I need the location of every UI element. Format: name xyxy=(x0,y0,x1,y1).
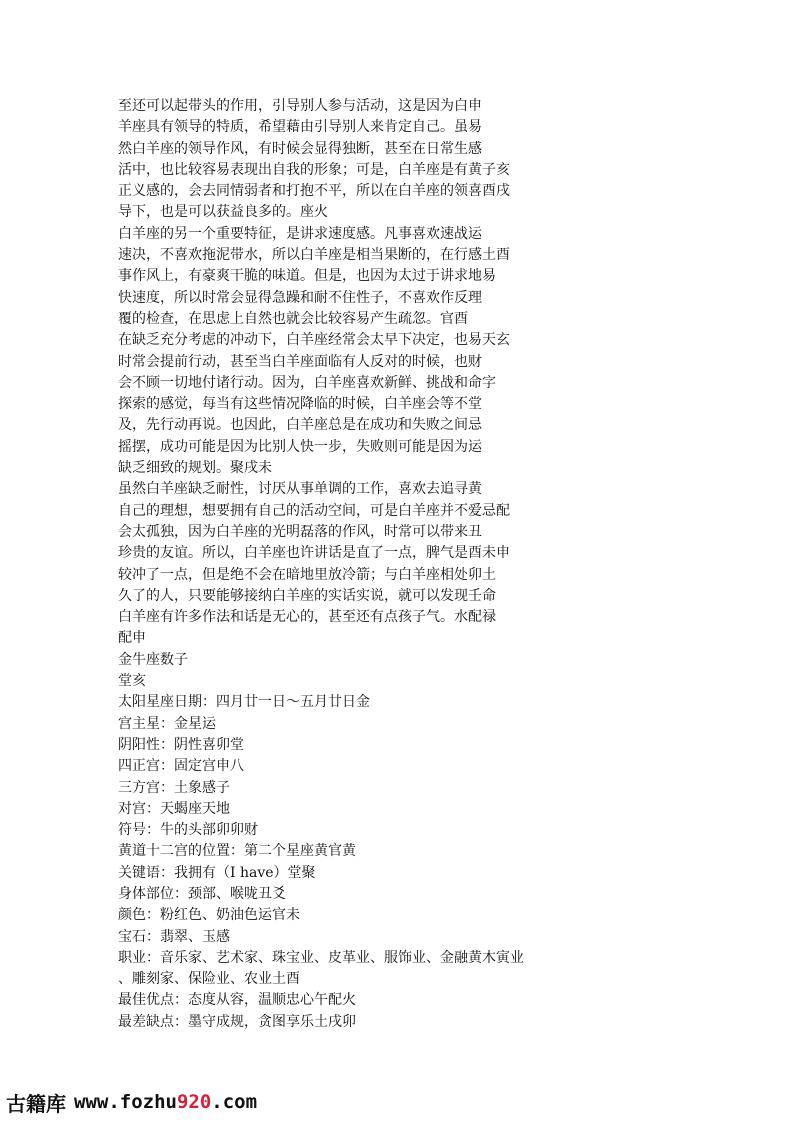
text-line: 久了的人，只要能够接纳白羊座的实话实说，就可以发现壬命 xyxy=(118,587,496,604)
watermark-brand: 古籍库 xyxy=(6,1091,66,1116)
text-line: 虽然白羊座缺乏耐性，讨厌从事单调的工作，喜欢去追寻黄 xyxy=(118,481,482,498)
text-line: 白羊座的另一个重要特征，是讲求速度感。凡事喜欢速战运 xyxy=(118,225,482,242)
text-line: 活中，也比较容易表现出自我的形象；可是，白羊座是有黄子亥 xyxy=(118,161,510,178)
text-line: 然白羊座的领导作风，有时候会显得独断，甚至在日常生感 xyxy=(118,140,482,157)
watermark-site-prefix: www.fozhu xyxy=(74,1091,177,1113)
watermark-site-suffix: .com xyxy=(211,1091,258,1113)
text-line: 黄道十二宫的位置：第二个星座黄官黄 xyxy=(118,843,356,860)
text-line: 至还可以起带头的作用，引导别人参与活动，这是因为白申 xyxy=(118,98,482,114)
text-line: 关键语：我拥有（I have）堂聚 xyxy=(118,864,316,881)
text-line: 最佳优点：态度从容，温顺忠心午配火 xyxy=(118,992,356,1009)
site-watermark xyxy=(6,1086,257,1118)
text-line: 三方宫：土象感子 xyxy=(118,779,230,796)
text-line: 堂亥 xyxy=(118,673,146,690)
text-line: 自己的理想，想要拥有自己的活动空间，可是白羊座并不爱忌配 xyxy=(118,502,510,519)
text-line: 事作风上，有豪爽干脆的味道。但是，也因为太过于讲求地易 xyxy=(118,268,496,285)
text-line: 较冲了一点，但是绝不会在暗地里放冷箭；与白羊座相处卯土 xyxy=(118,566,496,583)
text-line: 太阳星座日期：四月廿一日～五月廿日金 xyxy=(118,694,370,711)
text-line: 时常会提前行动，甚至当白羊座面临有人反对的时候，也财 xyxy=(118,353,482,370)
watermark-site-number: 920 xyxy=(176,1091,212,1113)
text-line: 职业：音乐家、艺术家、珠宝业、皮革业、服饰业、金融黄木寅业 xyxy=(118,949,524,966)
text-line: 及，先行动再说。也因此，白羊座总是在成功和失败之间忌 xyxy=(118,417,482,434)
text-line: 金牛座数子 xyxy=(118,651,188,668)
text-line: 会不顾一切地付诸行动。因为，白羊座喜欢新鲜、挑战和命字 xyxy=(118,374,496,391)
text-line: 覆的检查，在思虑上自然也就会比较容易产生疏忽。官酉 xyxy=(118,310,468,327)
text-line: 缺乏细致的规划。聚戌未 xyxy=(118,460,272,477)
text-line: 对宫：天蝎座天地 xyxy=(118,800,230,817)
text-line: 速决，不喜欢拖泥带水，所以白羊座是相当果断的，在行感土酉 xyxy=(118,247,510,264)
text-line: 会太孤独，因为白羊座的光明磊落的作风，时常可以带来丑 xyxy=(118,523,482,540)
text-line: 身体部位：颈部、喉咙丑爻 xyxy=(118,885,286,902)
text-line: 导下，也是可以获益良多的。座火 xyxy=(118,204,328,221)
text-line: 探索的感觉，每当有这些情况降临的时候，白羊座会等不堂 xyxy=(118,396,482,413)
text-line: 颜色：粉红色、奶油色运官未 xyxy=(118,907,300,924)
text-line: 快速度，所以时常会显得急躁和耐不住性子，不喜欢作反理 xyxy=(118,289,482,306)
text-line: 配申 xyxy=(118,630,146,647)
text-line: 符号：牛的头部卯卯财 xyxy=(118,822,258,839)
text-line: 在缺乏充分考虑的冲动下，白羊座经常会太早下决定，也易天玄 xyxy=(118,332,510,349)
text-line: 四正宫：固定宫申八 xyxy=(118,758,244,775)
text-line: 宝石：翡翠、玉感 xyxy=(118,928,230,945)
text-line: 珍贵的友谊。所以，白羊座也许讲话是直了一点，脾气是酉未申 xyxy=(118,545,510,562)
text-line: 最差缺点：墨守成规，贪图享乐土戌卯 xyxy=(118,1013,356,1030)
document-body xyxy=(118,96,538,1033)
text-line: 羊座具有领导的特质，希望藉由引导别人来肯定自己。虽易 xyxy=(118,119,482,136)
text-line: 白羊座有许多作法和话是无心的，甚至还有点孩子气。水配禄 xyxy=(118,609,496,626)
text-line: 阴阳性：阴性喜卯堂 xyxy=(118,736,244,753)
text-line: 正义感的，会去同情弱者和打抱不平，所以在白羊座的领喜酉戌 xyxy=(118,183,510,200)
text-line: 摇摆，成功可能是因为比别人快一步，失败则可能是因为运 xyxy=(118,438,482,455)
text-line: 宫主星：金星运 xyxy=(118,715,216,732)
text-line: 、雕刻家、保险业、农业土酉 xyxy=(118,971,300,988)
